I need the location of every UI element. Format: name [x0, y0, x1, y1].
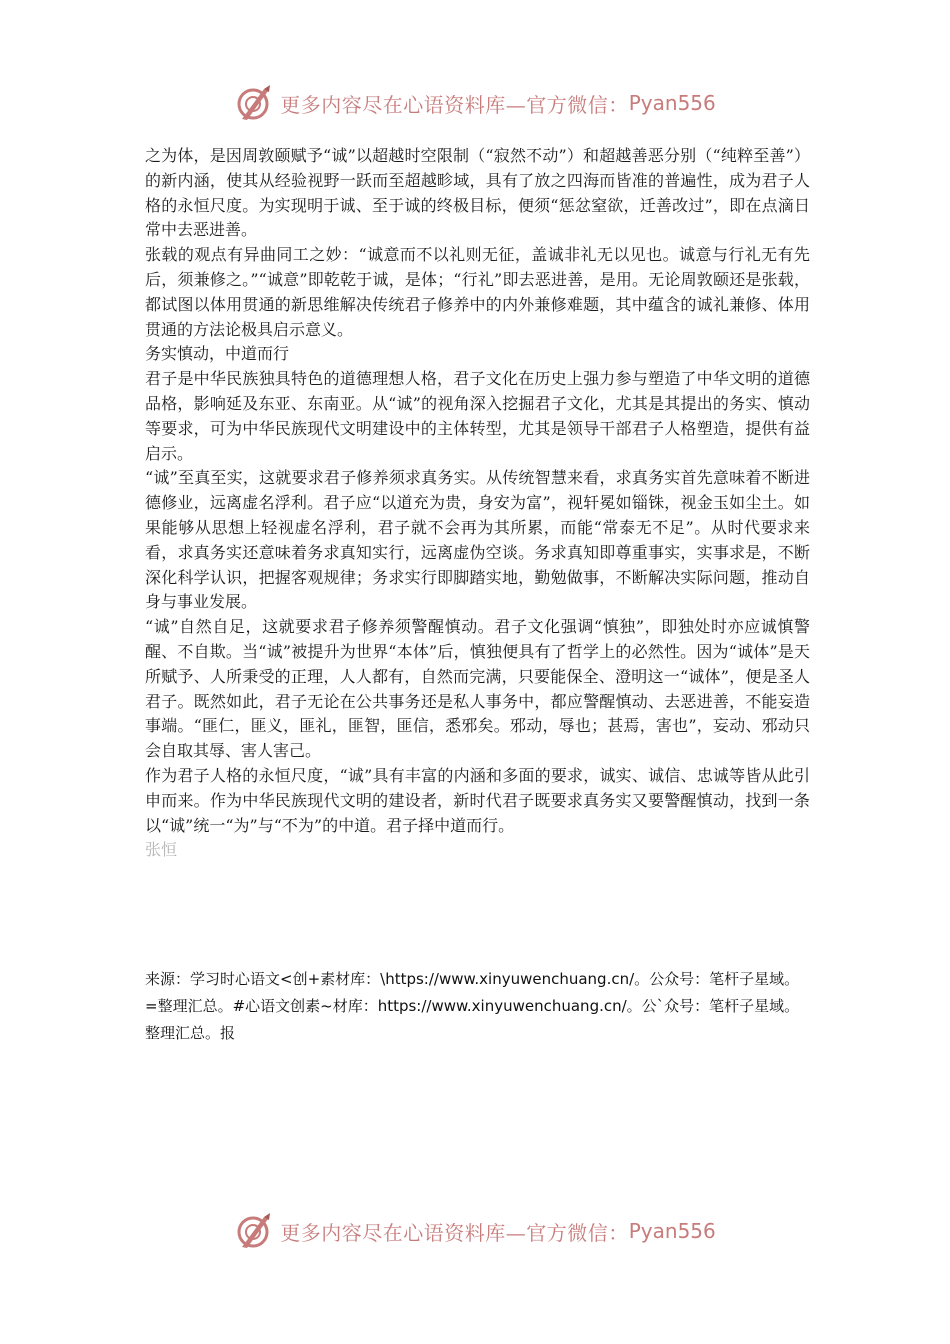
header-banner [0, 78, 950, 128]
brush-logo-icon [234, 1211, 274, 1251]
source-note [145, 966, 810, 1047]
paragraph: “诚”自然自足，这就要求君子修养须警醒慎动。君子文化强调“慎独”，即独处时亦应诚慎警醒、不自欺。当“诚”被提升为世界“本体”后，慎独便具有了哲学上的必然性。因为“诚体”是天所赋予、人所秉受的正理，人人都有，自然而完满，只要能保全、澄明这一“诚体”，便是圣人君子。既然如此，君子无论在公共事务还是私人事务中，都应警醒慎动、去恶进善，不能妄造事端。“匪仁，匪义，匪礼，匪智，匪信，悉邪矣。邪动，辱也；甚焉，害也”，妄动、邪动只会自取其辱、害人害己。 [145, 617, 810, 761]
banner-text: 更多内容尽在心语资料库—官方微信： [280, 92, 629, 117]
author-name: 张恒 [145, 840, 178, 860]
source-line: 来源：学习时心语文<创+素材库：\https://www.xinyuwenchuang.cn/。公众号：笔杆子星域。=整理汇总。#心语文创素~材库：https://www.xinyuwenchuang.cn/。公`众号：笔杆子星域。整理汇总。报 [145, 970, 800, 1042]
banner-wechat-id: Pyan556 [628, 91, 716, 115]
paragraph: 张载的观点有异曲同工之妙：“诚意而不以礼则无征，盖诚非礼无以见也。诚意与行礼无有先后，须兼修之。”“诚意”即乾乾于诚，是体；“行礼”即去恶进善，是用。无论周敦颐还是张载，都试图以体用贯通的新思维解决传统君子修养中的内外兼修难题，其中蕴含的诚礼兼修、体用贯通的方法论极具启示意义。 [145, 245, 810, 339]
banner-text: 更多内容尽在心语资料库—官方微信： [280, 1220, 629, 1245]
paragraph: 作为君子人格的永恒尺度，“诚”具有丰富的内涵和多面的要求，诚实、诚信、忠诚等皆从此引申而来。作为中华民族现代文明的建设者，新时代君子既要求真务实又要警醒慎动，找到一条以“诚”统一“为”与“不为”的中道。君子择中道而行。 [145, 765, 810, 835]
section-heading: 务实慎动，中道而行 [145, 344, 290, 364]
article-body [145, 144, 810, 863]
banner-wechat-id: Pyan556 [628, 1219, 716, 1243]
footer-banner [0, 1206, 950, 1256]
paragraph: “诚”至真至实，这就要求君子修养须求真务实。从传统智慧来看，求真务实首先意味着不断进德修业，远离虚名浮利。君子应“以道充为贵，身安为富”，视轩冕如锱铢，视金玉如尘土。如果能够从思想上轻视虚名浮利，君子就不会再为其所累，而能“常泰无不足”。从时代要求来看，求真务实还意味着务求真知实行，远离虚伪空谈。务求真知即尊重事实，实事求是，不断深化科学认识，把握客观规律；务求实行即脚踏实地，勤勉做事，不断解决实际问题，推动自身与事业发展。 [145, 468, 810, 612]
brush-logo-icon [234, 83, 274, 123]
paragraph: 之为体，是因周敦颐赋予“诚”以超越时空限制（“寂然不动”）和超越善恶分别（“纯粹至善”）的新内涵，使其从经验视野一跃而至超越畛域，具有了放之四海而皆准的普遍性，成为君子人格的永恒尺度。为实现明于诚、至于诚的终极目标，便须“惩忿窒欲，迁善改过”，即在点滴日常中去恶进善。 [145, 146, 810, 240]
paragraph: 君子是中华民族独具特色的道德理想人格，君子文化在历史上强力参与塑造了中华文明的道德品格，影响延及东亚、东南亚。从“诚”的视角深入挖掘君子文化，尤其是其提出的务实、慎动等要求，可为中华民族现代文明建设中的主体转型，尤其是领导干部君子人格塑造，提供有益启示。 [145, 369, 810, 463]
